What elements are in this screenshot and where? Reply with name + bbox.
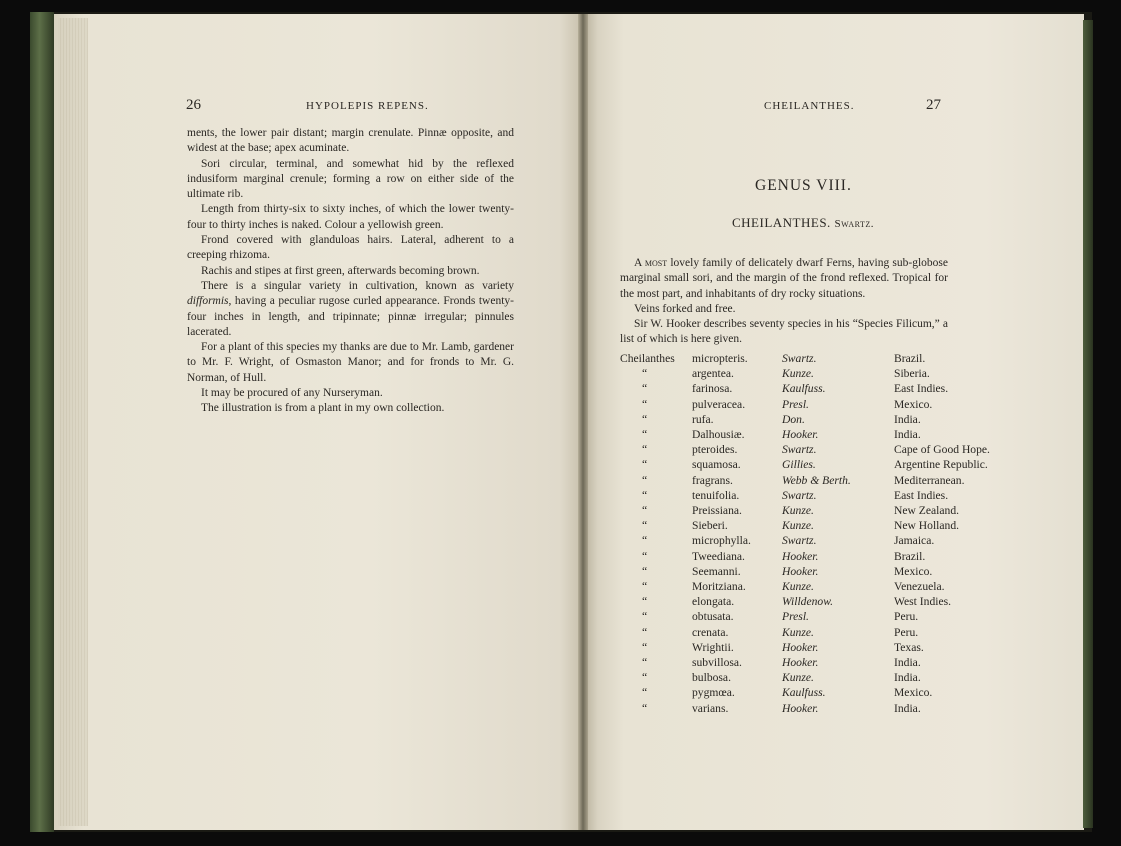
species-name: pteroides.	[692, 443, 738, 457]
species-genus	[620, 457, 692, 472]
ditto-mark: “	[642, 458, 648, 472]
ditto-mark: “	[642, 367, 648, 381]
species-row	[620, 442, 1004, 457]
species-row	[620, 640, 1004, 655]
species-genus	[620, 427, 692, 442]
species-region: Siberia.	[894, 367, 930, 381]
species-region: Brazil.	[894, 549, 926, 563]
species-region: Mexico.	[894, 397, 933, 411]
species-name: fragrans.	[692, 473, 733, 487]
left-paragraph: It may be procured of any Nurseryman.	[201, 387, 383, 400]
species-name: microphylla.	[692, 534, 751, 548]
species-row	[620, 685, 1004, 700]
left-paragraph: Frond covered with glanduloas hairs. Lateral, adherent to a creeping rhizoma.	[187, 234, 514, 262]
species-region: Mediterranean.	[894, 473, 965, 487]
species-author: Kunze.	[782, 671, 814, 685]
species-genus	[620, 670, 692, 685]
right-page-number: 27	[926, 97, 941, 113]
species-genus	[620, 685, 692, 700]
species-row	[620, 488, 1004, 503]
species-name: varians.	[692, 701, 729, 715]
species-region: East Indies.	[894, 382, 949, 396]
left-paragraph: ments, the lower pair distant; margin crenulate. Pinnæ opposite, and widest at the base; apex acuminate.	[187, 127, 514, 155]
species-author: Swartz.	[782, 443, 817, 457]
left-page-number: 26	[186, 97, 201, 113]
species-genus	[620, 625, 692, 640]
ditto-mark: “	[642, 412, 648, 426]
species-genus	[620, 640, 692, 655]
species-genus	[620, 518, 692, 533]
species-genus	[620, 564, 692, 579]
species-name: Tweediana.	[692, 549, 745, 563]
left-body-text	[187, 126, 514, 417]
ditto-mark: “	[642, 382, 648, 396]
species-name: pulveracea.	[692, 397, 746, 411]
page-edges	[58, 18, 88, 826]
species-author: Gillies.	[782, 458, 816, 472]
species-genus	[620, 701, 692, 716]
species-genus	[620, 594, 692, 609]
species-name: micropteris.	[692, 352, 748, 365]
species-name: argentea.	[692, 367, 734, 381]
left-paragraph: There is a singular variety in cultivation, known as variety difformis, having a peculiar rugose curled appearance. Fronds twenty-four inches in length, and tripinnate; pinnæ irregular; pinnules lacerated.	[187, 279, 514, 338]
intro-lead: A most	[634, 257, 668, 269]
species-author: Kunze.	[782, 519, 814, 533]
species-name: Wrightii.	[692, 640, 734, 654]
left-paragraph: Length from thirty-six to sixty inches, of which the lower twenty-four to thirty inches is naked. Colour a yellowish green.	[187, 203, 514, 231]
ditto-mark: “	[642, 701, 648, 715]
species-row	[620, 381, 1004, 396]
species-author: Kunze.	[782, 625, 814, 639]
ditto-mark: “	[642, 625, 648, 639]
species-row	[620, 549, 1004, 564]
species-author: Hooker.	[782, 564, 819, 578]
species-region: India.	[894, 656, 921, 670]
ditto-mark: “	[642, 473, 648, 487]
left-paragraph: For a plant of this species my thanks are due to Mr. Lamb, gardener to Mr. F. Wright, of Osmaston Manor; and for fronds to Mr. G. Norman, of Hull.	[187, 341, 514, 384]
species-region: Venezuela.	[894, 580, 945, 594]
species-region: India.	[894, 428, 921, 442]
species-name: subvillosa.	[692, 656, 742, 670]
species-author: Kunze.	[782, 367, 814, 381]
species-region: India.	[894, 412, 921, 426]
species-name: tenuifolia.	[692, 488, 740, 502]
species-row	[620, 427, 1004, 442]
species-row	[620, 457, 1004, 472]
ditto-mark: “	[642, 428, 648, 442]
species-region: New Holland.	[894, 519, 960, 533]
species-genus	[620, 366, 692, 381]
species-region: New Zealand.	[894, 504, 960, 518]
species-region: Peru.	[894, 610, 919, 624]
species-genus	[620, 397, 692, 412]
species-genus	[620, 609, 692, 624]
species-author: Don.	[782, 412, 805, 426]
species-name: Preissiana.	[692, 504, 742, 518]
species-author: Hooker.	[782, 428, 819, 442]
species-region: Mexico.	[894, 564, 933, 578]
species-region: India.	[894, 701, 921, 715]
species-region: West Indies.	[894, 595, 952, 609]
species-author: Webb & Berth.	[782, 473, 851, 487]
species-region: Jamaica.	[894, 534, 935, 548]
species-genus	[620, 579, 692, 594]
species-region: East Indies.	[894, 488, 949, 502]
species-genus	[620, 381, 692, 396]
ditto-mark: “	[642, 595, 648, 609]
species-author: Presl.	[782, 397, 809, 411]
species-row	[620, 701, 1004, 716]
ditto-mark: “	[642, 397, 648, 411]
species-name: rufa.	[692, 412, 714, 426]
left-paragraph: The illustration is from a plant in my own collection.	[201, 402, 445, 415]
species-author: Kunze.	[782, 504, 814, 518]
species-author: Hooker.	[782, 656, 819, 670]
species-row	[620, 594, 1004, 609]
species-region: Brazil.	[894, 352, 926, 365]
species-name: farinosa.	[692, 382, 733, 396]
ditto-mark: “	[642, 534, 648, 548]
intro-rest: lovely family of delicately dwarf Ferns, having sub-globose marginal small sori, and the margin of the frond reflexed. Tropical for the most part, and inhabitants of dry rocky situations.	[620, 257, 949, 300]
species-author: Presl.	[782, 610, 809, 624]
species-name: obtusata.	[692, 610, 734, 624]
hooker-note: Sir W. Hooker describes seventy species in his “Species Filicum,” a list of which is here given.	[620, 318, 948, 346]
species-genus	[620, 549, 692, 564]
species-row	[620, 609, 1004, 624]
genus-heading: GENUS VIII.	[755, 177, 852, 194]
book-gutter	[578, 14, 588, 830]
species-name: bulbosa.	[692, 671, 731, 685]
ditto-mark: “	[642, 656, 648, 670]
species-row	[620, 533, 1004, 548]
species-author: Kunze.	[782, 580, 814, 594]
species-name: elongata.	[692, 595, 735, 609]
species-row	[620, 503, 1004, 518]
species-row	[620, 366, 1004, 381]
species-row	[620, 579, 1004, 594]
right-running-head: CHEILANTHES.	[764, 100, 855, 112]
species-region: India.	[894, 671, 921, 685]
genus-subheading	[732, 215, 874, 231]
left-running-head: HYPOLEPIS REPENS.	[306, 100, 429, 112]
species-row	[620, 351, 1004, 366]
species-region: Argentine Republic.	[894, 458, 988, 472]
species-region: Texas.	[894, 640, 924, 654]
ditto-mark: “	[642, 564, 648, 578]
ditto-mark: “	[642, 671, 648, 685]
species-name: pygmœa.	[692, 686, 735, 700]
species-name: Dalhousiæ.	[692, 428, 745, 442]
species-name: Seemanni.	[692, 564, 741, 578]
ditto-mark: “	[642, 580, 648, 594]
species-name: Moritziana.	[692, 580, 746, 594]
species-genus	[620, 533, 692, 548]
book-spine-right	[1083, 20, 1093, 828]
veins-paragraph: Veins forked and free.	[634, 302, 736, 315]
species-genus	[620, 442, 692, 457]
species-genus	[620, 412, 692, 427]
species-genus	[620, 655, 692, 670]
species-author: Hooker.	[782, 701, 819, 715]
species-author: Hooker.	[782, 549, 819, 563]
intro-paragraph	[620, 256, 948, 302]
species-row	[620, 670, 1004, 685]
species-author: Kaulfuss.	[782, 686, 826, 700]
species-author: Willdenow.	[782, 595, 833, 609]
species-author: Kaulfuss.	[782, 382, 826, 396]
species-author: Hooker.	[782, 640, 819, 654]
species-genus	[620, 488, 692, 503]
species-row	[620, 625, 1004, 640]
ditto-mark: “	[642, 488, 648, 502]
species-row	[620, 655, 1004, 670]
left-paragraph: Sori circular, terminal, and somewhat hid by the reflexed indusiform marginal crenule; forming a row on either side of the ultimate rib.	[187, 157, 514, 201]
species-row	[620, 518, 1004, 533]
species-author: Swartz.	[782, 488, 817, 502]
right-body-text	[620, 256, 948, 348]
species-region: Mexico.	[894, 686, 933, 700]
ditto-mark: “	[642, 640, 648, 654]
species-list	[620, 351, 1004, 716]
ditto-mark: “	[642, 686, 648, 700]
ditto-mark: “	[642, 443, 648, 457]
species-name: Sieberi.	[692, 519, 728, 533]
species-region: Peru.	[894, 625, 919, 639]
species-region: Cape of Good Hope.	[894, 443, 990, 457]
species-row	[620, 397, 1004, 412]
species-row	[620, 412, 1004, 427]
species-genus	[620, 473, 692, 488]
left-paragraph: Rachis and stipes at first green, afterwards becoming brown.	[201, 264, 480, 277]
species-name: crenata.	[692, 625, 729, 639]
ditto-mark: “	[642, 549, 648, 563]
species-row	[620, 473, 1004, 488]
species-author: Swartz.	[782, 534, 817, 548]
species-author: Swartz.	[782, 352, 817, 365]
ditto-mark: “	[642, 519, 648, 533]
species-genus	[620, 503, 692, 518]
species-genus: Cheilanthes	[620, 352, 675, 365]
subheading-name: CHEILANTHES.	[732, 215, 831, 230]
subheading-author: Swartz.	[834, 218, 874, 230]
ditto-mark: “	[642, 504, 648, 518]
species-name: squamosa.	[692, 458, 741, 472]
book-spine-left	[30, 12, 54, 832]
species-row	[620, 564, 1004, 579]
ditto-mark: “	[642, 610, 648, 624]
